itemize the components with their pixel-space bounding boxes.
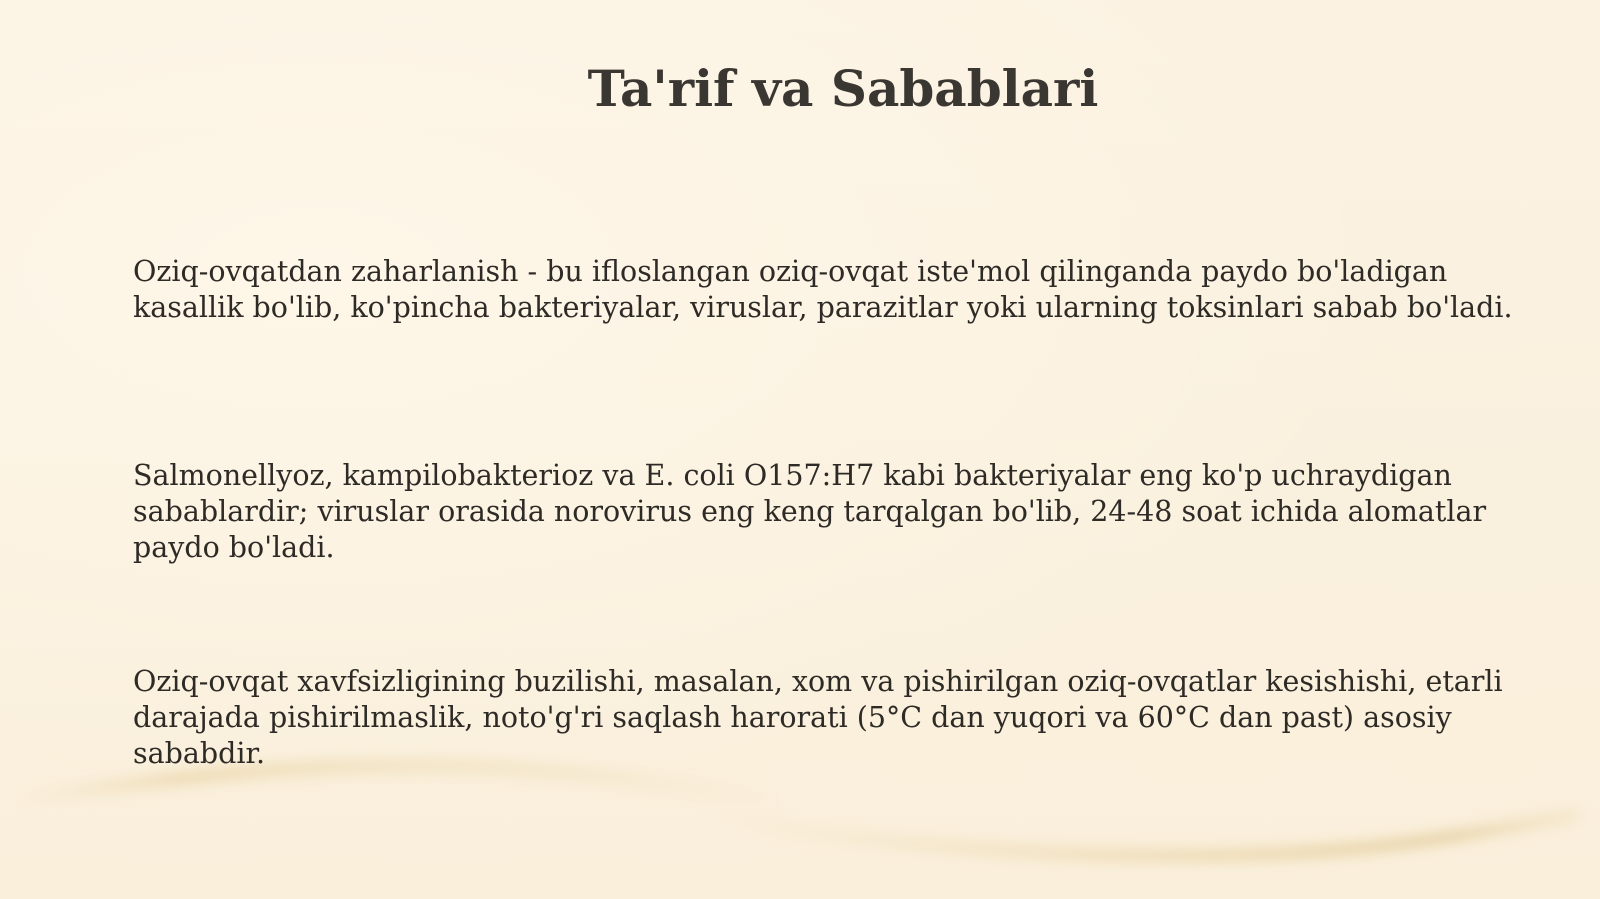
paragraph-definition: Oziq-ovqatdan zaharlanish - bu ifloslangan oziq-ovqat iste'mol qilinganda paydo bo'ladigan kasallik bo'lib, ko'pincha bakteriyalar, viruslar, parazitlar yoki ularning toksinlari sabab bo'ladi. — [133, 255, 1513, 324]
paragraph-food-safety: Oziq-ovqat xavfsizligining buzilishi, masalan, xom va pishirilgan oziq-ovqatlar kesishishi, etarli darajada pishirilmaslik, noto'g'ri saqlash harorati (5°C dan yuqori va 60°C dan past) asosiy sababdir. — [133, 665, 1503, 770]
slide-title: Ta'rif va Sabablari — [587, 59, 1099, 118]
paragraph-bacteria-causes: Salmonellyoz, kampilobakterioz va E. coli O157:H7 kabi bakteriyalar eng ko'p uchraydigan sabablardir; viruslar orasida norovirus eng keng tarqalgan bo'lib, 24-48 soat ichida alomatlar paydo bo'ladi. — [133, 459, 1487, 564]
